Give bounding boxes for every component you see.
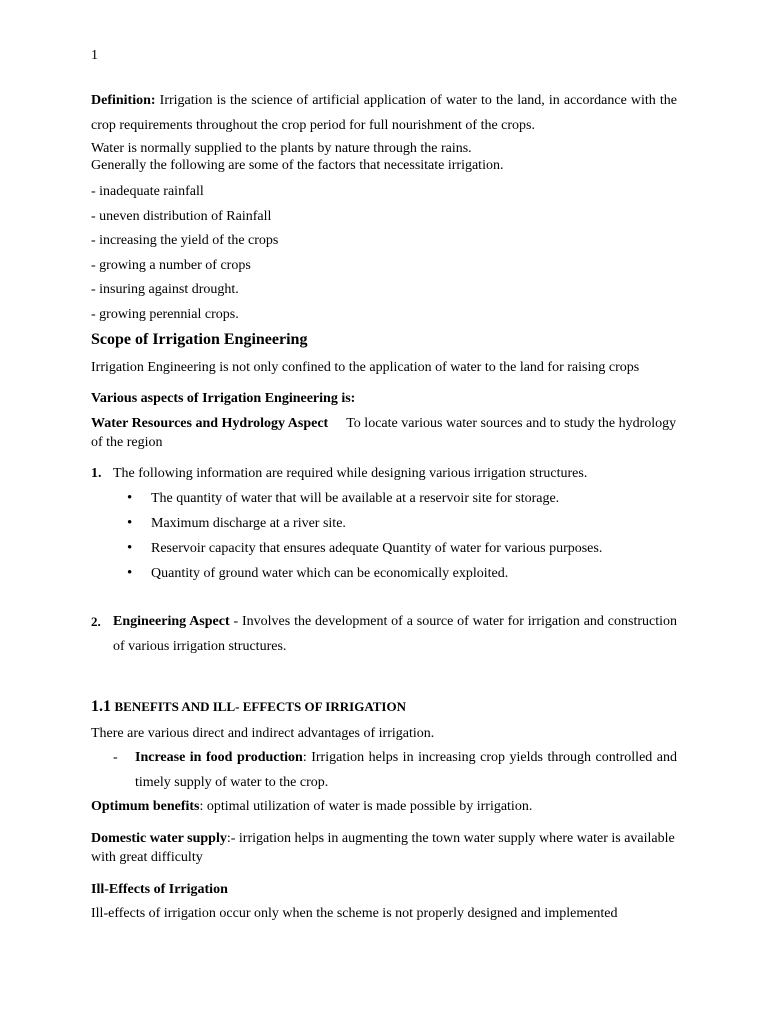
bullet-list (91, 486, 677, 586)
item-number: 1. (91, 466, 102, 481)
numbered-list-2 (91, 609, 677, 659)
definition-paragraph (91, 88, 677, 138)
ill-effects-text: Ill-effects of irrigation occur only when the scheme is not properly designed and implemented (91, 906, 618, 921)
water-resources-text: To locate various water sources and to study the hydrology of the region (91, 416, 677, 450)
factor-item: - growing perennial crops. (91, 307, 239, 322)
factor-item: - increasing the yield of the crops (91, 233, 279, 248)
item-number: 2. (91, 614, 101, 629)
optimum-benefits-paragraph (91, 794, 677, 819)
dash-marker: - (113, 750, 118, 765)
engineering-aspect-text: - Involves the development of a source of water for irrigation and construction of various irrigation structures. (113, 614, 677, 654)
intro-line-1: Water is normally supplied to the plants by nature through the rains. (91, 141, 472, 156)
bullet-icon: • (127, 565, 133, 581)
scope-heading: Scope of Irrigation Engineering (91, 331, 308, 348)
definition-text: Irrigation is the science of artificial application of water to the land, in accordance with the crop requirements throughout the crop period for full nourishment of the crops. (91, 93, 677, 133)
intro-line-2: Generally the following are some of the factors that necessitate irrigation. (91, 158, 504, 173)
domestic-water-label: Domestic water supply (91, 831, 227, 846)
optimum-benefits-text: : optimal utilization of water is made possible by irrigation. (199, 799, 533, 814)
scope-text: Irrigation Engineering is not only confined to the application of water to the land for raising crops (91, 360, 640, 375)
bullet-text: Reservoir capacity that ensures adequate Quantity of water for various purposes. (151, 541, 603, 556)
section-number: 1.1 (91, 698, 111, 715)
food-production-item (113, 745, 677, 795)
bullet-item (91, 536, 677, 561)
bullet-text: Maximum discharge at a river site. (151, 516, 346, 531)
factor-item: - uneven distribution of Rainfall (91, 209, 272, 224)
factor-item: - inadequate rainfall (91, 184, 204, 199)
benefits-intro: There are various direct and indirect advantages of irrigation. (91, 726, 435, 741)
bullet-icon: • (127, 540, 133, 556)
bullet-icon: • (127, 515, 133, 531)
bullet-item (91, 561, 677, 586)
bullet-icon: • (127, 490, 133, 506)
water-resources-paragraph (91, 414, 677, 452)
numbered-list (91, 461, 677, 586)
definition-label: Definition: (91, 93, 156, 108)
numbered-item-2 (91, 609, 677, 659)
bullet-item (91, 486, 677, 511)
bullet-text: Quantity of ground water which can be economically exploited. (151, 566, 509, 581)
page-number: 1 (91, 48, 98, 63)
item-text: The following information are required while designing various irrigation structures. (113, 466, 588, 481)
bullet-item (91, 511, 677, 536)
food-production-text: : Irrigation helps in increasing crop yields through controlled and timely supply of water to the crop. (135, 750, 678, 790)
bullet-text: The quantity of water that will be available at a reservoir site for storage. (151, 491, 560, 506)
engineering-aspect-label: Engineering Aspect (113, 614, 230, 629)
domestic-water-paragraph (91, 829, 677, 867)
factor-item: - insuring against drought. (91, 282, 239, 297)
benefits-heading-text: BENEFITS AND ILL- EFFECTS OF IRRIGATION (114, 699, 406, 714)
food-production-text-block (113, 745, 677, 795)
ill-effects-heading (91, 877, 677, 902)
factor-item: - growing a number of crops (91, 258, 251, 273)
domestic-water-text: :- irrigation helps in augmenting the town water supply where water is available with great difficulty (91, 831, 675, 865)
ill-effects-heading-text: Ill-Effects of Irrigation (91, 882, 228, 897)
water-resources-label: Water Resources and Hydrology Aspect (91, 416, 329, 431)
numbered-item-1 (91, 461, 677, 586)
aspects-heading-text: Various aspects of Irrigation Engineering is: (91, 391, 356, 406)
aspects-heading (91, 386, 677, 411)
optimum-benefits-label: Optimum benefits (91, 799, 200, 814)
food-production-label: Increase in food production (135, 750, 303, 765)
benefits-heading (91, 694, 677, 720)
